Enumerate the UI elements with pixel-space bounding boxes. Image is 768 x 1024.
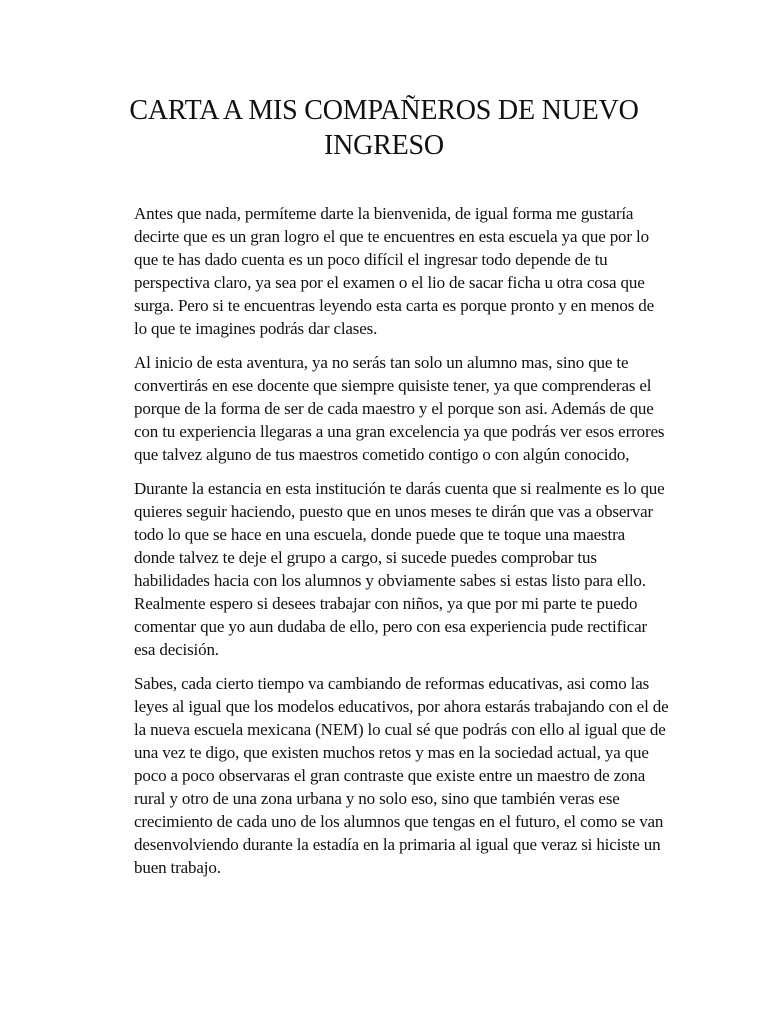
letter-body xyxy=(134,202,669,890)
paragraph-2: Al inicio de esta aventura, ya no serás tan solo un alumno mas, sino que te convertirás en ese docente que siempre quisiste tener, ya que comprenderas el porque de la forma de ser de cada maestro y el porque son asi. Además de que con tu experiencia llegaras a una gran excelencia ya que podrás ver esos errores que talvez alguno de tus maestros cometido contigo o con algún conocido, xyxy=(134,353,665,464)
page-title: CARTA A MIS COMPAÑEROS DE NUEVO INGRESO xyxy=(129,95,639,161)
paragraph-4: Sabes, cada cierto tiempo va cambiando de reformas educativas, asi como las leyes al igual que los modelos educativos, por ahora estarás trabajando con el de la nueva escuela mexicana (NEM) lo cual sé que podrás con ello al igual que de una vez te digo, que existen muchos retos y mas en la sociedad actual, ya que poco a poco observaras el gran contraste que existe entre un maestro de zona rural y otro de una zona urbana y no solo eso, sino que también veras ese crecimiento de cada uno de los alumnos que tengas en el futuro, el como se van desenvolviendo durante la estadía en la primaria al igual que veraz si hiciste un buen trabajo. xyxy=(134,674,669,877)
paragraph-3: Durante la estancia en esta institución te darás cuenta que si realmente es lo que quieres seguir haciendo, puesto que en unos meses te dirán que vas a observar todo lo que se hace en una escuela, donde puede que te toque una maestra donde talvez te deje el grupo a cargo, si sucede puedes comprobar tus habilidades hacia con los alumnos y obviamente sabes si estas listo para ello. Realmente espero si desees trabajar con niños, ya que por mi parte te puedo comentar que yo aun dudaba de ello, pero con esa experiencia pude rectificar esa decisión. xyxy=(134,479,665,659)
paragraph-1: Antes que nada, permíteme darte la bienvenida, de igual forma me gustaría decirte que es un gran logro el que te encuentres en esta escuela ya que por lo que te has dado cuenta es un poco difícil el ingresar todo depende de tu perspectiva claro, ya sea por el examen o el lio de sacar ficha u otra cosa que surga. Pero si te encuentras leyendo esta carta es porque pronto y en menos de lo que te imagines podrás dar clases. xyxy=(134,204,655,338)
